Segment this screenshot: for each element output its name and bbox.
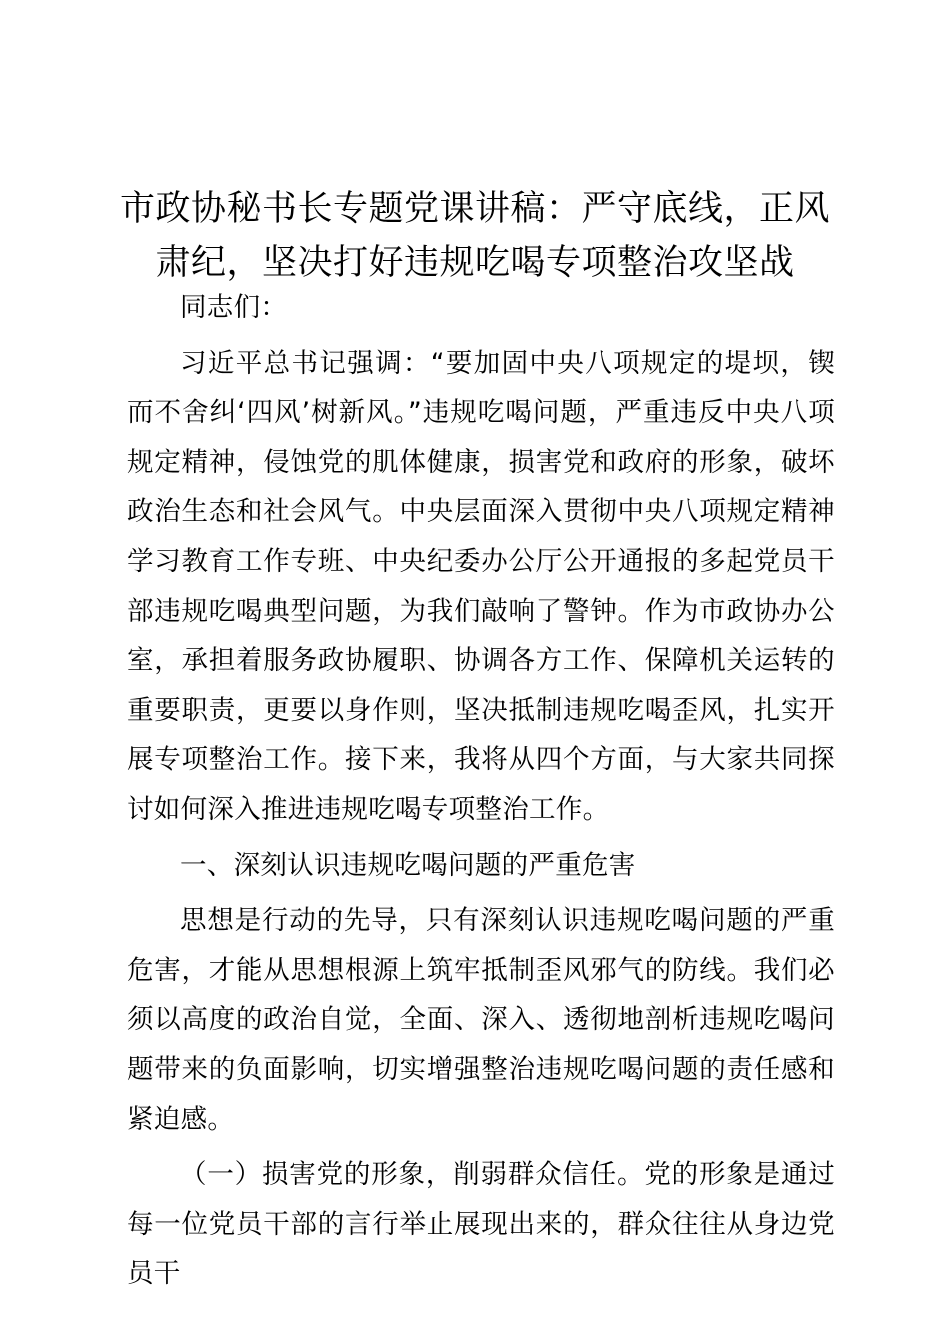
paragraph-subsection-1: （一）损害党的形象，削弱群众信任。党的形象是通过每一位党员干部的言行举止展现出来的，群众往往从身边党员干 [127, 1159, 835, 1290]
document-title: 市政协秘书长专题党课讲稿：严守底线，正风肃纪，坚决打好违规吃喝专项整治攻坚战 [119, 189, 830, 283]
paragraph-intro: 习近平总书记强调：“要加固中央八项规定的堤坝，锲而不舍纠‘四风’树新风。”违规吃喝问题，严重违反中央八项规定精神，侵蚀党的肌体健康，损害党和政府的形象，破坏政治生态和社会风气。中央层面深入贯彻中央八项规定精神学习教育工作专班、中央纪委办公厅公开通报的多起党员干部违规吃喝典型问题，为我们敲响了警钟。作为市政协办公室，承担着服务政协履职、协调各方工作、保障机关运转的重要职责，更要以身作则，坚决抵制违规吃喝歪风，扎实开展专项整治工作。接下来，我将从四个方面，与大家共同探讨如何深入推进违规吃喝专项整治工作。 [127, 347, 835, 825]
section-heading-1: 一、深刻认识违规吃喝问题的严重危害 [180, 849, 636, 881]
paragraph-section-1: 思想是行动的先导，只有深刻认识违规吃喝问题的严重危害，才能从思想根源上筑牢抵制歪风邪气的防线。我们必须以高度的政治自觉，全面、深入、透彻地剖析违规吃喝问题带来的负面影响，切实增强整治违规吃喝问题的责任感和紧迫感。 [127, 905, 835, 1135]
salutation: 同志们： [180, 292, 288, 323]
document-body [127, 283, 835, 1299]
